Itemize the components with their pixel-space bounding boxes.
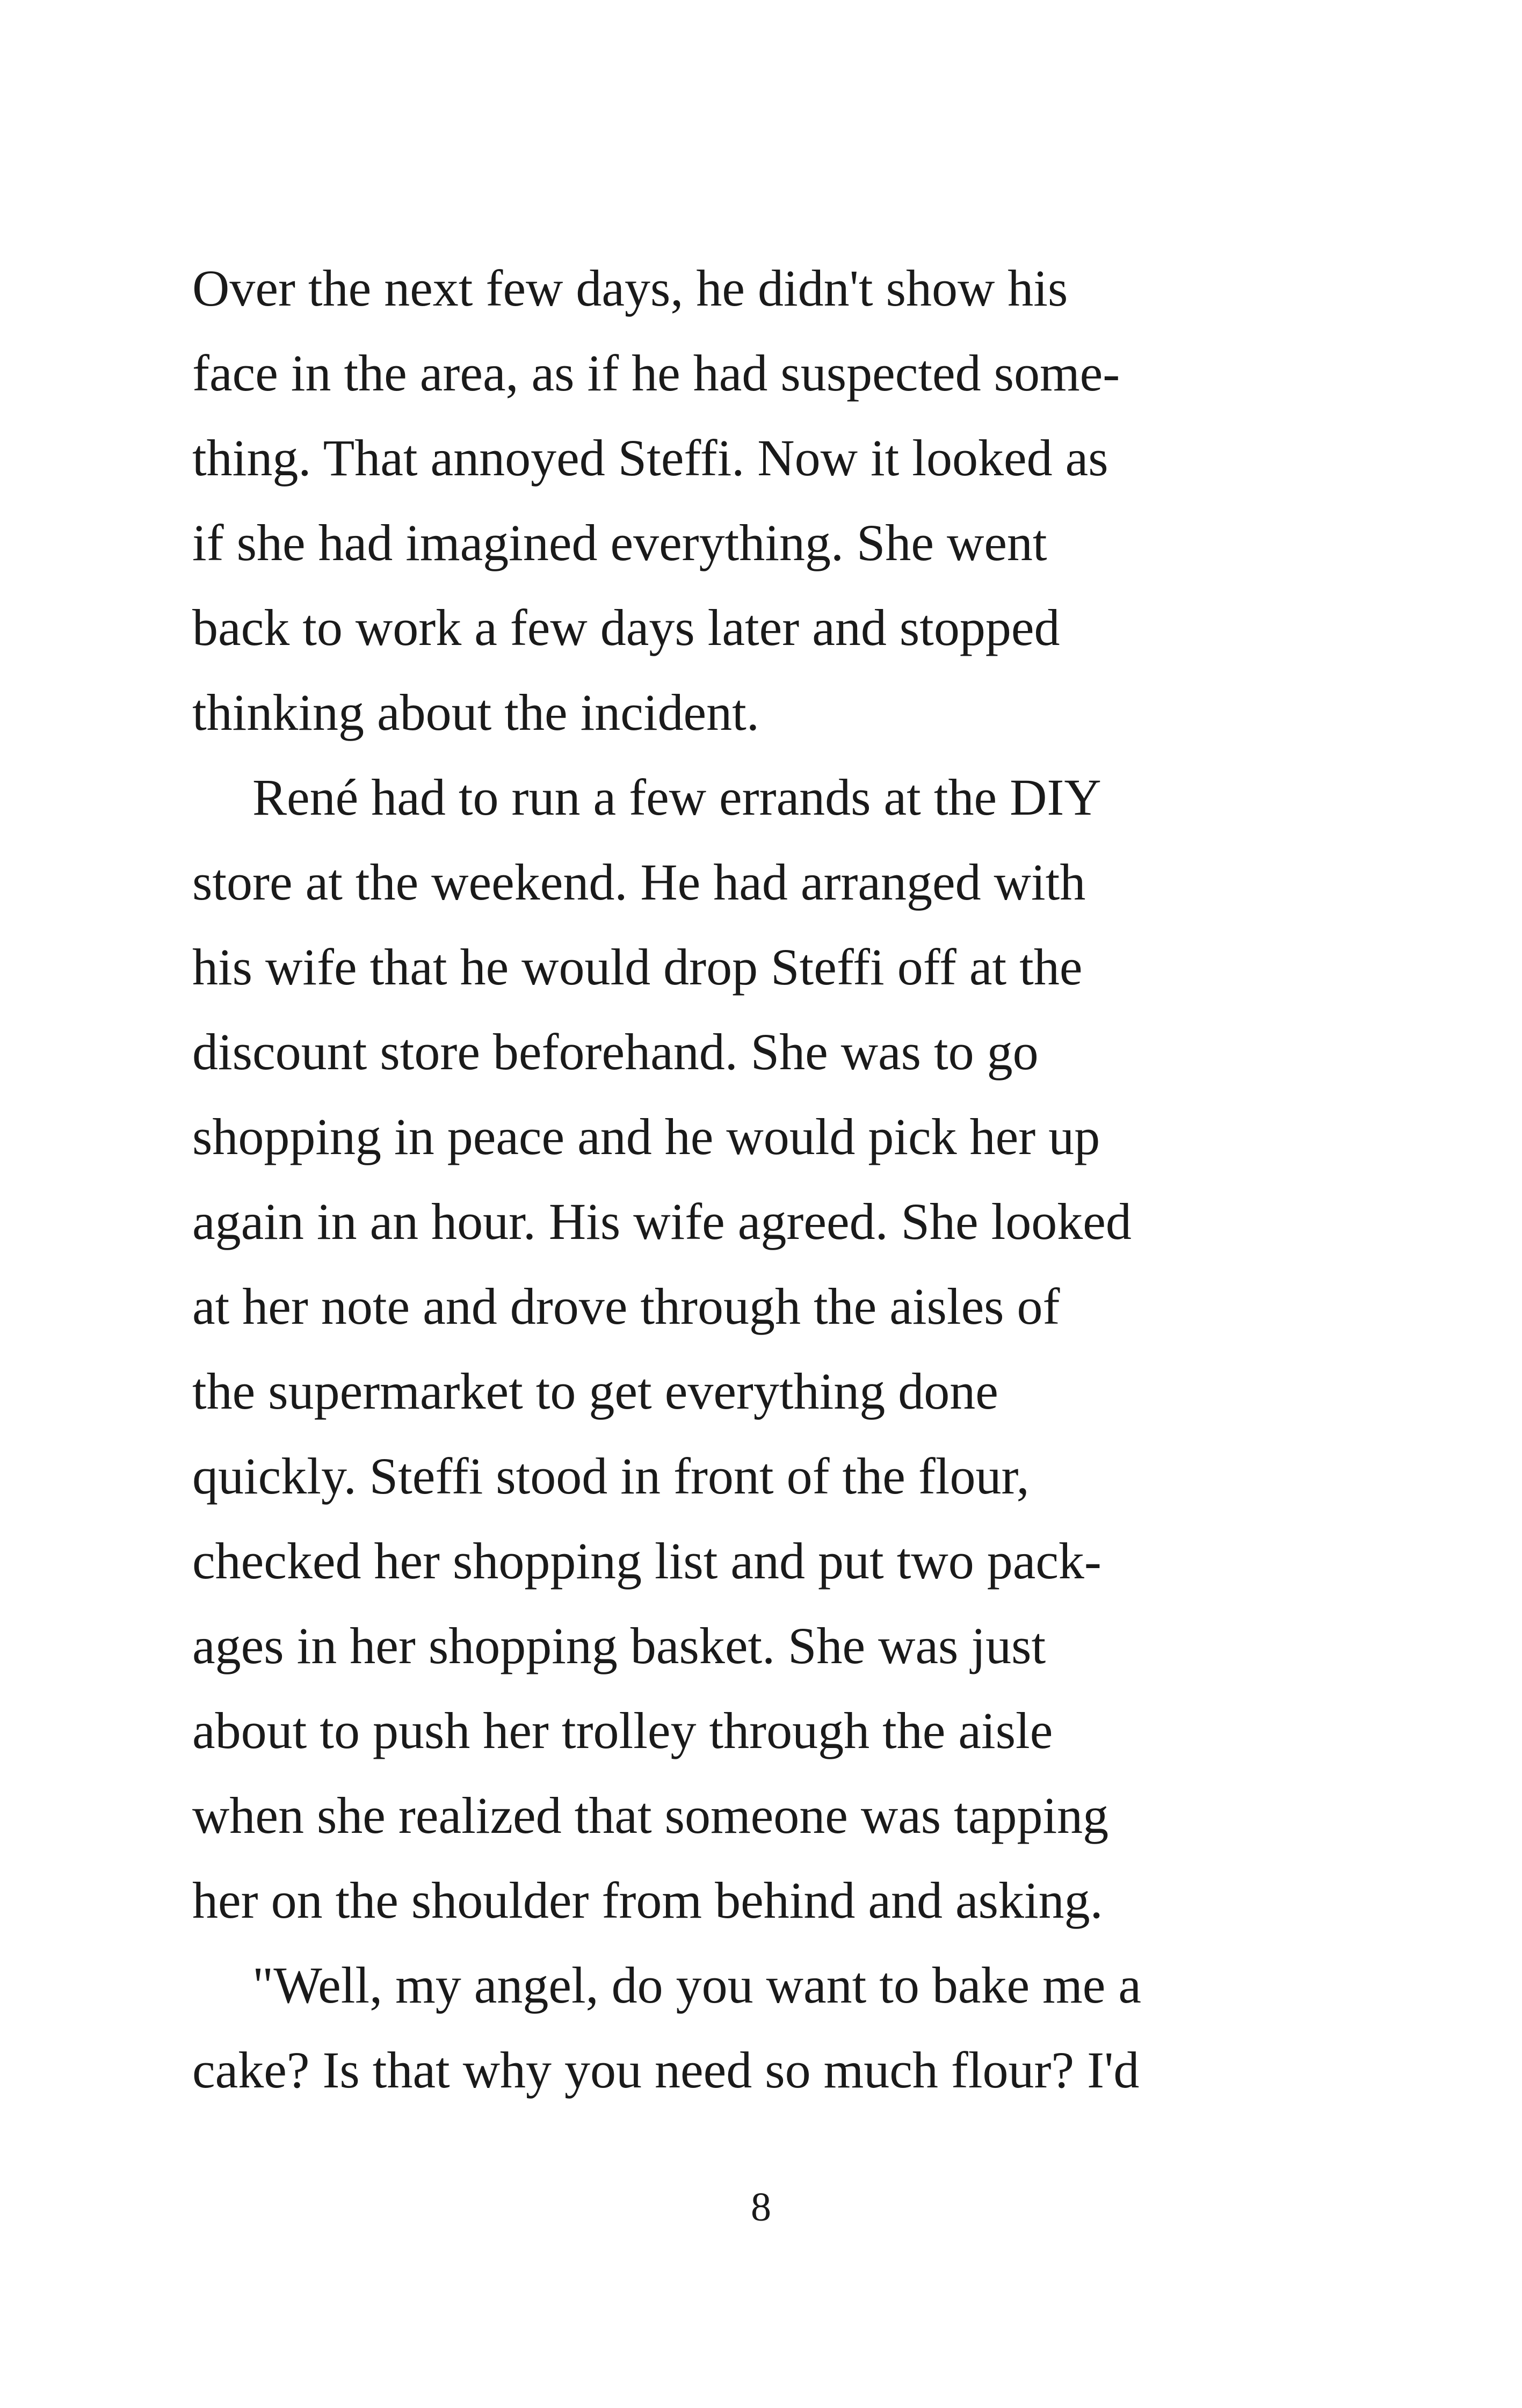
text-line: store at the weekend. He had arranged with xyxy=(192,853,1086,911)
text-line: shopping in peace and he would pick her up xyxy=(192,1108,1100,1165)
text-line: back to work a few days later and stopped xyxy=(192,599,1060,656)
paragraph-2 xyxy=(192,755,1427,1943)
paragraph-1 xyxy=(192,246,1427,755)
text-line: ages in her shopping basket. She was just xyxy=(192,1617,1046,1674)
text-line: Over the next few days, he didn't show his xyxy=(192,259,1068,317)
text-line: her on the shoulder from behind and asking. xyxy=(192,1872,1103,1929)
page-number: 8 xyxy=(751,2185,771,2230)
text-line: René had to run a few errands at the DIY xyxy=(252,768,1101,826)
text-line: at her note and drove through the aisles of xyxy=(192,1278,1060,1335)
text-line: when she realized that someone was tapping xyxy=(192,1787,1109,1844)
text-line: checked her shopping list and put two pack- xyxy=(192,1532,1101,1590)
text-line: about to push her trolley through the aisle xyxy=(192,1702,1053,1759)
text-line: again in an hour. His wife agreed. She looked xyxy=(192,1193,1132,1250)
text-line: thing. That annoyed Steffi. Now it looked as xyxy=(192,429,1108,487)
text-line: his wife that he would drop Steffi off at the xyxy=(192,938,1083,996)
text-line: discount store beforehand. She was to go xyxy=(192,1023,1039,1080)
text-line: the supermarket to get everything done xyxy=(192,1362,998,1420)
text-line: cake? Is that why you need so much flour? I'd xyxy=(192,2041,1140,2099)
body-text xyxy=(192,246,1427,2113)
paragraph-3 xyxy=(192,1943,1427,2113)
text-line: thinking about the incident. xyxy=(192,684,759,741)
text-line: quickly. Steffi stood in front of the flour, xyxy=(192,1447,1030,1505)
text-line: if she had imagined everything. She went xyxy=(192,514,1047,571)
text-line: "Well, my angel, do you want to bake me a xyxy=(252,1956,1142,2014)
text-line: face in the area, as if he had suspected some- xyxy=(192,344,1120,402)
